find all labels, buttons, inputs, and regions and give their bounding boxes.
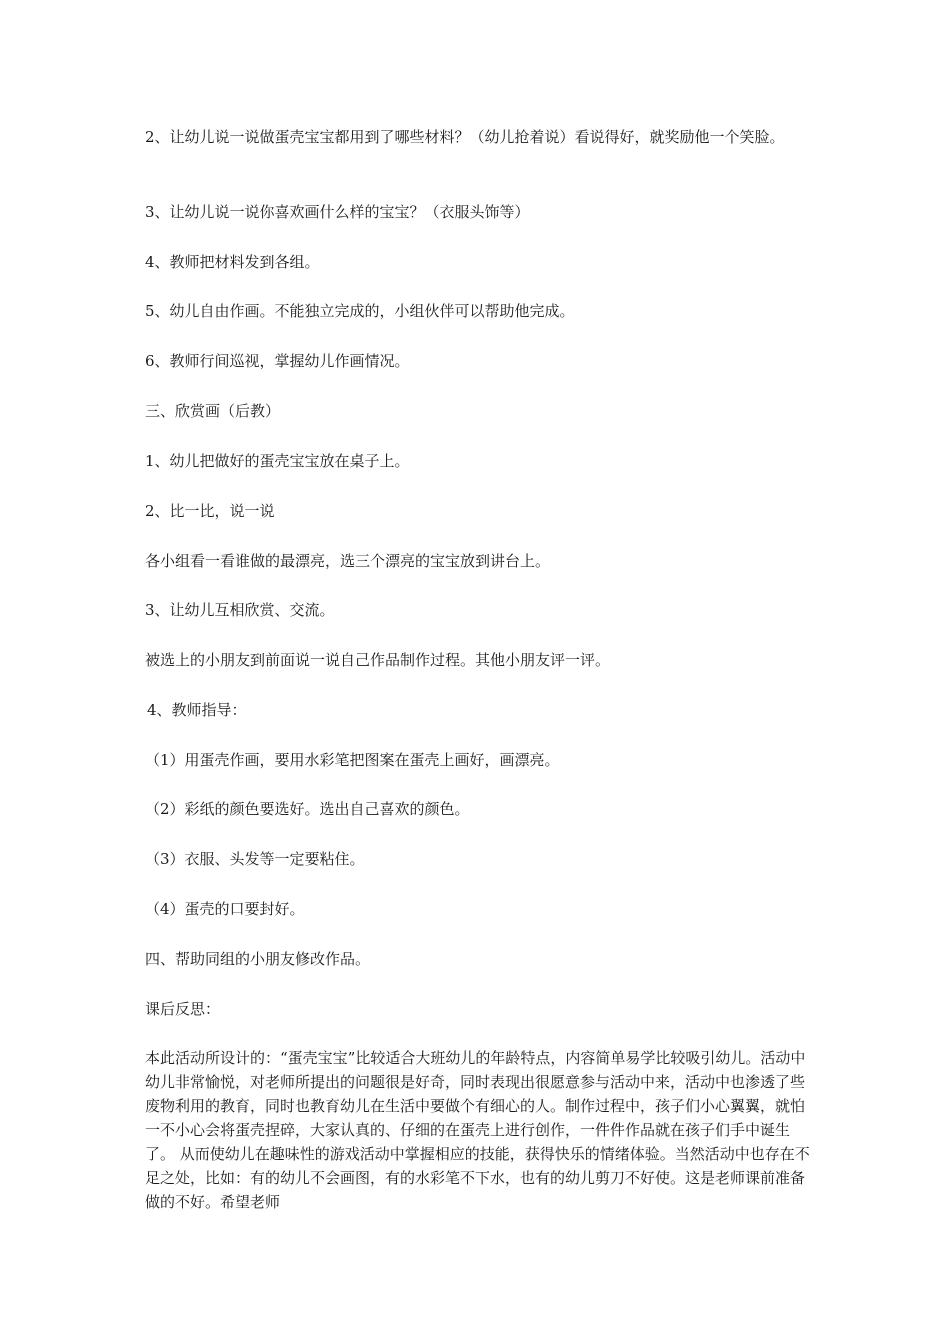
paragraph-teacher-guidance: 4、教师指导： <box>147 701 247 719</box>
paragraph-step-6: 6、教师行间巡视，掌握幼儿作画情况。 <box>145 352 410 370</box>
paragraph-step-2: 2、让幼儿说一说做蛋壳宝宝都用到了哪些材料？（幼儿抢着说）看说得好，就奖励他一个笑脸。 <box>145 128 785 146</box>
paragraph-appreciate-2: 2、比一比，说一说 <box>145 502 275 520</box>
section-heading-reflection: 课后反思： <box>145 1000 221 1018</box>
paragraph-step-3: 3、让幼儿说一说你喜欢画什么样的宝宝？（衣服头饰等） <box>145 203 530 221</box>
guidance-item-4: （4）蛋壳的口要封好。 <box>145 900 305 918</box>
paragraph-step-5: 5、幼儿自由作画。不能独立完成的，小组伙伴可以帮助他完成。 <box>145 302 575 320</box>
section-heading-help-revise: 四、帮助同组的小朋友修改作品。 <box>145 950 371 968</box>
section-heading-appreciate: 三、欣赏画（后教） <box>145 402 281 420</box>
guidance-item-1: （1）用蛋壳作画，要用水彩笔把图案在蛋壳上画好，画漂亮。 <box>145 751 560 769</box>
paragraph-step-4: 4、教师把材料发到各组。 <box>145 253 320 271</box>
guidance-item-2: （2）彩纸的颜色要选好。选出自己喜欢的颜色。 <box>145 800 470 818</box>
guidance-item-3: （3）衣服、头发等一定要粘住。 <box>145 850 365 868</box>
paragraph-appreciate-3: 3、让幼儿互相欣赏、交流。 <box>145 601 335 619</box>
paragraph-appreciate-1: 1、幼儿把做好的蛋壳宝宝放在桌子上。 <box>145 452 410 470</box>
paragraph-reflection-body: 本此活动所设计的：“蛋壳宝宝”比较适合大班幼儿的年龄特点，内容简单易学比较吸引幼儿。活动中幼儿非常愉悦，对老师所提出的问题很是好奇，同时表现出很愿意参与活动中来，活动中也渗透了些废物利用的教育，同时也教育幼儿在生活中要做个有细心的人。制作过程中，孩子们小心翼翼，就怕一不小心会将蛋壳捏碎，大家认真的、仔细的在蛋壳上进行创作，一件件作品就在孩子们手中诞生了。 从而使幼儿在趣味性的游戏活动中掌握相应的技能，获得快乐的情绪体验。当然活动中也存在不足之处，比如：有的幼儿不会画图，有的水彩笔不下水，也有的幼儿剪刀不好使。这是老师课前准备做的不好。希望老师 <box>145 1049 810 1211</box>
paragraph-group-select: 各小组看一看谁做的最漂亮，选三个漂亮的宝宝放到讲台上。 <box>145 552 551 570</box>
paragraph-selected-present: 被选上的小朋友到前面说一说自己作品制作过程。其他小朋友评一评。 <box>145 651 611 669</box>
